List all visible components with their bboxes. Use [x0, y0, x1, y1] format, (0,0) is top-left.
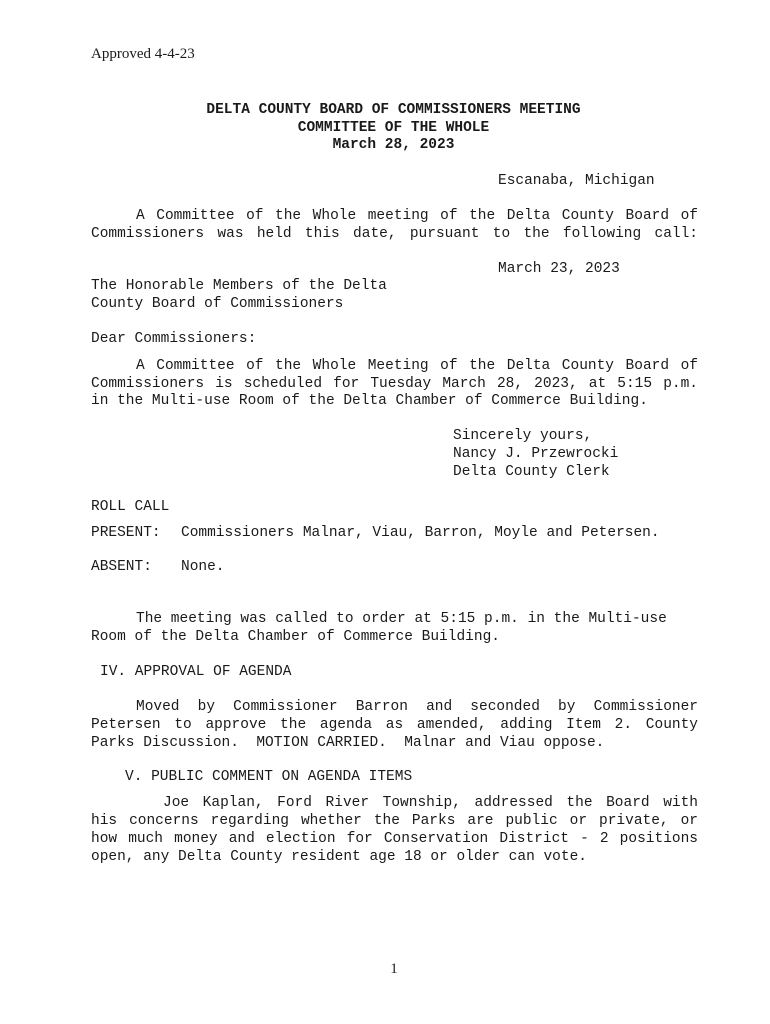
call-date: March 23, 2023 [498, 261, 620, 277]
section-v-line-1: Joe Kaplan, Ford River Township, addressed the Board with [163, 795, 698, 811]
section-iv-heading: IV. APPROVAL OF AGENDA [100, 664, 292, 680]
section-v-line-2: his concerns regarding whether the Parks are public or private, or [91, 813, 698, 829]
present-label: PRESENT: [91, 525, 161, 541]
absent-label: ABSENT: [91, 559, 152, 575]
document-title-line-2: COMMITTEE OF THE WHOLE [297, 120, 490, 136]
call-body-line-3: in the Multi-use Room of the Delta Chamber of Commerce Building. [91, 393, 648, 409]
approved-stamp: Approved 4-4-23 [91, 46, 195, 62]
intro-line-2: Commissioners was held this date, pursuant to the following call: [91, 226, 698, 242]
present-value: Commissioners Malnar, Viau, Barron, Moyle and Petersen. [181, 525, 660, 541]
document-title-line-1: DELTA COUNTY BOARD OF COMMISSIONERS MEETING [206, 102, 581, 118]
section-v-line-3: how much money and election for Conservation District - 2 positions [91, 831, 698, 847]
signer-name: Nancy J. Przewrocki [453, 446, 619, 462]
salutation: Dear Commissioners: [91, 331, 257, 347]
roll-call-heading: ROLL CALL [91, 499, 170, 515]
addressee-line-1: The Honorable Members of the Delta [91, 278, 387, 294]
section-iv-line-1: Moved by Commissioner Barron and seconded by Commissioner [136, 699, 698, 715]
call-to-order-line-2: Room of the Delta Chamber of Commerce Building. [91, 629, 500, 645]
meeting-location: Escanaba, Michigan [498, 173, 655, 189]
signer-title: Delta County Clerk [453, 464, 610, 480]
absent-value: None. [181, 559, 225, 575]
call-body-line-1: A Committee of the Whole Meeting of the Delta County Board of [136, 358, 698, 374]
call-body-line-2: Commissioners is scheduled for Tuesday March 28, 2023, at 5:15 p.m. [91, 376, 698, 392]
call-to-order-line-1: The meeting was called to order at 5:15 p.m. in the Multi-use [136, 611, 667, 627]
section-iv-line-2: Petersen to approve the agenda as amended, adding Item 2. County [91, 717, 698, 733]
document-title-date: March 28, 2023 [332, 137, 455, 153]
page-number: 1 [390, 961, 398, 977]
intro-line-1: A Committee of the Whole meeting of the Delta County Board of [136, 208, 698, 224]
section-iv-line-3: Parks Discussion. MOTION CARRIED. Malnar and Viau oppose. [91, 735, 605, 751]
section-v-line-4: open, any Delta County resident age 18 or older can vote. [91, 849, 587, 865]
section-v-heading: V. PUBLIC COMMENT ON AGENDA ITEMS [125, 769, 413, 785]
closing: Sincerely yours, [453, 428, 593, 444]
addressee-line-2: County Board of Commissioners [91, 296, 344, 312]
